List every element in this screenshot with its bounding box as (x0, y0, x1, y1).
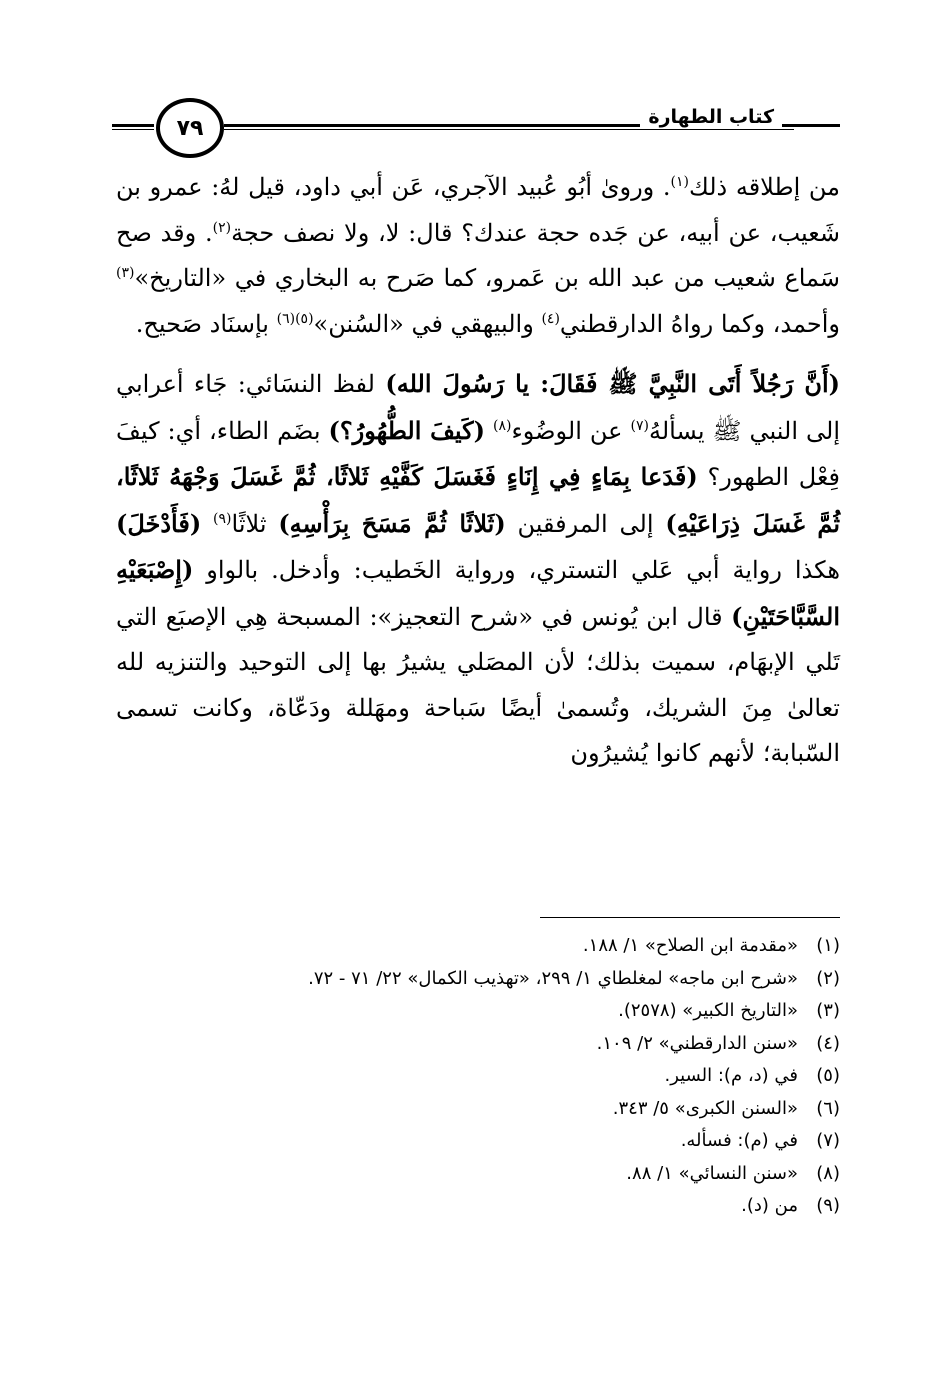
footnote-ref: (٨) (492, 417, 512, 434)
footnote-text: من (د). (741, 1195, 798, 1216)
footnote (116, 930, 840, 963)
paragraph (116, 361, 840, 777)
footnote (116, 1093, 840, 1126)
commentary-text: بضَم الطاء، أي: كيفَ فِعْل الطهور؟ (116, 416, 840, 491)
footnote-text: في (د، م): السير. (664, 1065, 798, 1086)
footnote-text: في (م): فسأله. (680, 1130, 798, 1151)
footnote-ref: (٥)(٦) (276, 310, 314, 327)
footnote (116, 1060, 840, 1093)
page-number: ٧٩ (176, 115, 204, 141)
footnote-ref: (٧) (630, 417, 649, 434)
header-rule-left (112, 124, 154, 130)
footnote-ref: (٤) (541, 310, 560, 327)
footnote-text: «التاريخ الكبير» (٢٥٧٨). (618, 1000, 798, 1021)
hadith-quote: (فَدَعا بِمَاءٍ فِي إِنَاءٍ فَغَسَلَ كَفَّيْهِ ثَلاثًا، ثُمَّ غَسَلَ وَجْهَهُ ثَلاثًا، ثُمَّ غَسَلَ ذِرَاعَيْهِ) (116, 462, 841, 538)
footnote-separator (540, 917, 840, 918)
footnote (116, 963, 840, 996)
hadith-quote: (إِصْبَعَيْهِ السَّبَّاحَتَيْنِ) (116, 555, 840, 631)
footnote (116, 1190, 840, 1223)
footnote-text: «شرح ابن ماجه» لمغلطاي ١/ ٢٩٩، «تهذيب الكمال» ٢٢/ ٧١ - ٧٢. (308, 967, 798, 989)
footnote-text: «سنن الدارقطني» ٢/ ١٠٩. (596, 1032, 798, 1054)
footnote (116, 1125, 840, 1158)
footnote-text: «سنن النسائي» ١/ ٨٨. (626, 1162, 798, 1184)
footnote-number: (٣) (816, 1000, 840, 1021)
commentary-text: والبيهقي في «السُنن» (313, 309, 542, 338)
page-number-badge (156, 98, 224, 158)
footnote-ref: (٢) (212, 219, 232, 236)
hadith-quote: (فَأَدْخَلَ) (116, 508, 202, 538)
footnote-number: (٥) (816, 1065, 840, 1086)
footnote-number: (٩) (816, 1195, 840, 1216)
footnote-number: (٨) (816, 1162, 840, 1184)
commentary-text: بإسنَاد صَحيح. (135, 309, 277, 338)
commentary-text: من إطلاقه ذلك (688, 173, 840, 201)
footnote-number: (٧) (816, 1130, 840, 1151)
commentary-text: ثلاثًا (231, 509, 279, 538)
commentary-text: لفظ النسَائي: جَاء أعرابي إلى النبي ﷺ يسألهُ (116, 370, 841, 445)
footnote-text: «مقدمة ابن الصلاح» ١/ ١٨٨. (582, 935, 798, 956)
commentary-text: عن الوضُوء (511, 416, 631, 445)
commentary-text (201, 510, 213, 538)
footnote-number: (٤) (816, 1032, 840, 1054)
commentary-text: هكذا رواية أبي عَلي التستري، ورواية الخَطيب: وأدخل. بالواو (193, 556, 840, 584)
footnote-number: (٢) (816, 967, 840, 989)
running-title: كتاب الطهارة (640, 106, 782, 128)
commentary-text: . وقد صح سَماع شعيب من عبد الله بن عَمرو، كما صَرح به البخاري في «التاريخ» (116, 218, 840, 292)
hadith-quote: (أَنَّ رَجُلاً أَتَى النَّبِيَّ ﷺ فَقَالَ: يا رَسُولَ الله) (385, 369, 841, 398)
footnote-ref: (٣) (116, 265, 135, 281)
commentary-text: وأحمد، وكما رواهُ الدارقطني (559, 309, 840, 338)
footnotes (116, 930, 840, 1223)
footnote-text: «السنن الكبرى» ٥/ ٣٤٣. (612, 1097, 798, 1119)
commentary-text (485, 417, 493, 445)
commentary-text: . وروىٰ أبُو عُبيد الآجري، عَن أبي داود، قيل لهُ: عمرو بن شَعيب، عن أبيه، عن جَده حجة عندك؟ قال: لا، ولا نصف حجة (116, 173, 840, 247)
commentary-text: إلى المرفقين (505, 509, 666, 538)
page-header (112, 96, 840, 166)
footnote-number: (١) (816, 935, 840, 956)
footnote (116, 1028, 840, 1061)
footnote (116, 995, 840, 1028)
footnote-number: (٦) (816, 1097, 840, 1119)
hadith-quote: (كَيفَ الطُّهُورُ؟) (328, 415, 485, 445)
commentary-text: قال ابن يُونس في «شرح التعجيز»: المسبحة هِي الإصبَع التي تَلي الإبهَام، سميت بذلك؛ لأن المصَلي يشيرُ بها إلى التوحيد والتنزيه لله تعالىٰ مِنَ الشريك، وتُسمىٰ أيضًا سَباحة ومهَللة ودَعّاة، وكانت تسمى السّبابة؛ لأنهم كانوا يُشيرُون (116, 602, 841, 767)
hadith-quote: (ثَلاثًا ثُمَّ مَسَحَ بِرَأْسِهِ) (278, 508, 506, 538)
paragraph (116, 165, 840, 347)
main-text (116, 165, 840, 777)
footnote-ref: (٩) (213, 510, 232, 527)
header-rule-end (790, 124, 840, 127)
footnote (116, 1158, 840, 1191)
footnote-ref: (١) (670, 174, 689, 190)
